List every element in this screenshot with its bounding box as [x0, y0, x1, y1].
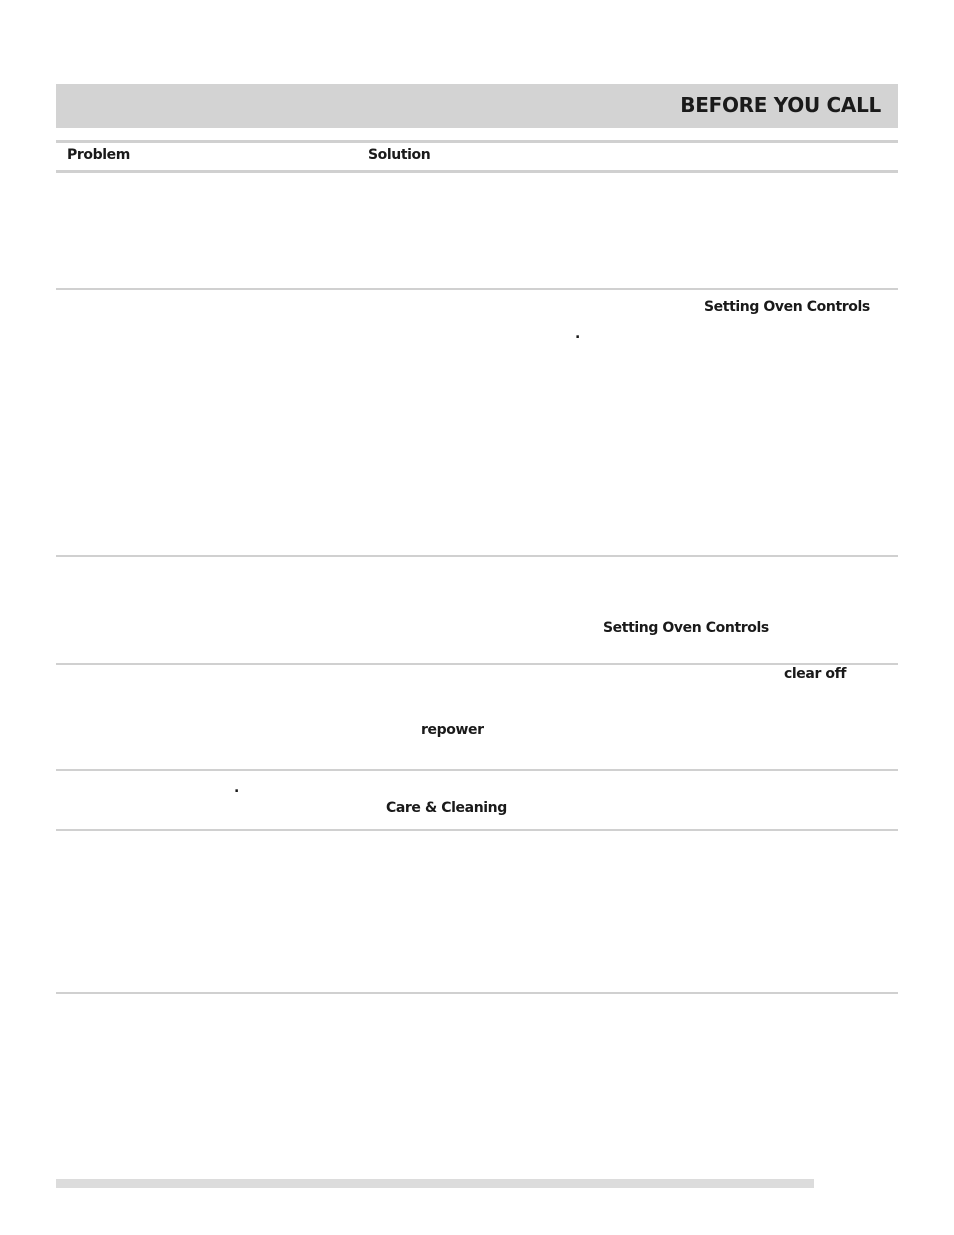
emphasis-clear-off: clear off — [784, 666, 847, 682]
header-bottom-rule — [56, 170, 898, 173]
reference-setting-oven-controls: Setting Oven Controls — [704, 299, 870, 315]
reference-care-cleaning: Care & Cleaning — [386, 800, 507, 816]
row-divider — [56, 992, 898, 994]
column-header-solution: Solution — [368, 147, 431, 163]
row-divider — [56, 829, 898, 831]
row-divider — [56, 555, 898, 557]
emphasis-repower: repower — [421, 722, 484, 738]
column-header-problem: Problem — [67, 147, 130, 163]
row-divider — [56, 663, 898, 665]
row-divider — [56, 769, 898, 771]
row-divider — [56, 288, 898, 290]
text-period: . — [575, 326, 580, 342]
table-top-rule — [56, 140, 898, 143]
text-period: . — [234, 780, 239, 796]
section-title: BEFORE YOU CALL — [680, 93, 881, 117]
section-header-bar — [56, 84, 898, 128]
footer-bar — [56, 1179, 814, 1188]
reference-setting-oven-controls: Setting Oven Controls — [603, 620, 769, 636]
